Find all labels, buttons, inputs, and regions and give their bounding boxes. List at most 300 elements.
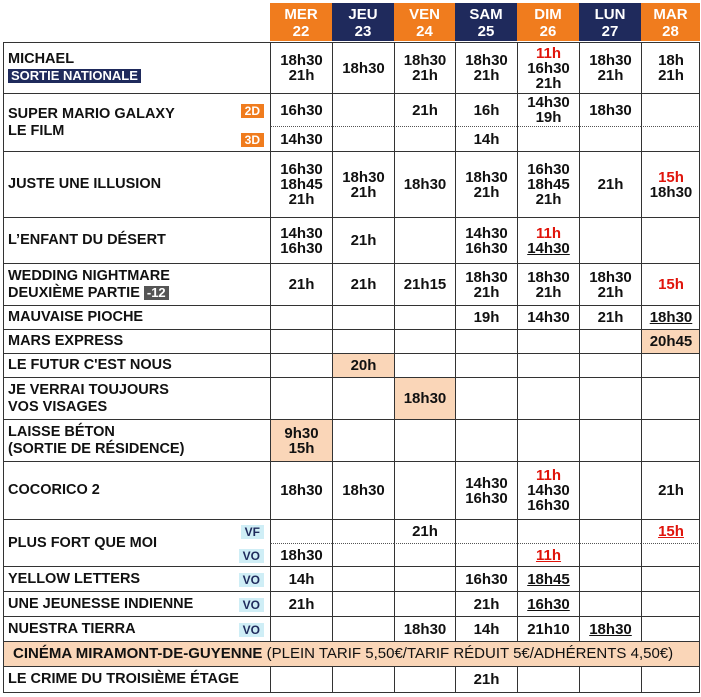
film-title-line: YELLOW LETTERS [8,570,141,587]
showtime-cell [641,306,700,329]
showtime-cell [332,592,394,616]
showtime-cell [517,592,579,616]
film-title [8,420,184,461]
showtime-list [280,103,323,118]
showtime-cell [270,330,332,353]
showtime: 18h30 [465,168,508,186]
showtime-list [280,548,323,563]
showtime-cell [455,306,517,329]
showtime-list [527,95,570,125]
day-number: 23 [354,23,372,40]
showtime-cell [641,667,700,692]
showtime-cell [270,462,332,519]
showtime-cell [641,567,700,591]
showtime: 18h45 [527,570,570,588]
day-number: 26 [539,23,557,40]
showtime: 21h [658,67,684,84]
showtime-cell [641,354,700,377]
showtime-cell [517,617,579,641]
showtime: 21h [412,67,438,84]
showtime: 21h [412,101,438,119]
showtime: 21h [473,67,500,84]
showtime-cell [394,354,455,377]
showtime: 18h30 [403,390,447,407]
showtime-cell [394,152,455,217]
day-number: 24 [416,23,433,40]
showtime-cell [641,264,700,305]
showtime-cell [579,592,641,616]
showtime: 18h30 [403,620,447,638]
showtime-cell [394,544,455,567]
showtime: 18h30 [465,52,508,69]
showtime-list [351,233,377,248]
showtime-cell [641,462,700,519]
showtime-cell [641,420,700,461]
day-name: VEN [409,6,440,23]
showtime-cell [579,127,641,152]
showtime-cell [332,152,394,217]
showtime-cell [517,94,579,127]
showtime: 21h10 [527,620,570,638]
showtime-cell [332,127,394,152]
film-row [3,217,700,263]
showtime-list [465,53,508,83]
showtime-list [527,310,570,325]
showtime: 16h30 [465,239,508,257]
day-name: LUN [594,6,626,23]
showtime-cell [455,152,517,217]
showtime-cell [517,330,579,353]
showtime-list [474,132,500,147]
showtime-cell [270,378,332,419]
showtime-cell [517,127,579,152]
showtime-cell [455,567,517,591]
showtime: 20h45 [649,333,693,350]
showtime-list [465,270,508,300]
showtime: 14h [473,131,500,148]
showtime: 21h [350,276,377,293]
showtime-cell [455,544,517,567]
film-title-line: MICHAEL [8,51,75,67]
showtime-cell [332,520,394,544]
showtime-list [527,46,570,91]
showtime-cell [641,127,700,152]
showtime: 18h30 [280,52,323,69]
showtime-cell [270,592,332,616]
showtime: 18h30 [589,52,632,69]
showtime-list [527,226,570,256]
film-row [3,519,700,566]
showtime: 21h [597,283,624,301]
showtime-cell [394,330,455,353]
showtime-list [598,310,624,325]
showtime-cell [270,306,332,329]
showtime: 18h30 [465,268,508,286]
film-title-line: DEUXIÈME PARTIE -12 [8,285,170,302]
version-tag-vo: VO [239,549,264,563]
day-number: 22 [292,23,310,40]
showtime-cell [332,544,394,567]
film-title [8,592,193,616]
version-tag-vo: VO [239,598,264,612]
showtime-list [474,310,500,325]
version-subrow [3,520,700,544]
cinema-name: CINÉMA MIRAMONT-DE-GUYENNE [13,645,263,662]
showtime-cell [394,43,455,93]
showtime-list [527,572,570,587]
film-title-line: LE CRIME DU TROISIÈME ÉTAGE [8,671,239,687]
showtime-cell [517,218,579,263]
film-row [3,591,700,616]
showtime-cell [394,218,455,263]
showtime-cell [579,544,641,567]
showtime: 18h30 [342,168,385,186]
film-title [8,617,136,641]
showtime-cell [455,667,517,692]
showtime-cell [517,667,579,692]
showtime-list [589,270,632,300]
showtime-cell [270,420,332,461]
showtime-cell [517,264,579,305]
showtime: 21h [473,283,500,301]
day-number: 27 [601,23,619,40]
showtime-cell [332,617,394,641]
film-row [3,353,700,377]
showtime-list [650,170,693,200]
showtime-list [598,177,624,192]
showtime-cell [270,667,332,692]
day-name: SAM [469,6,503,23]
showtime-cell [332,306,394,329]
showtime-list [465,572,508,587]
film-row [3,566,700,591]
film-title-line: NUESTRA TIERRA [8,620,136,637]
showtime-cell [517,544,579,567]
showtime-list [474,103,500,118]
showtime: 9h30 [284,424,319,442]
showtime: 21h [535,74,562,92]
showtime-list [289,572,315,587]
showtime: 21h [288,191,315,208]
showtime-cell [270,43,332,93]
film-title-line: LE FILM [8,122,65,139]
showtime: 18h30 [649,183,693,201]
version-tag-vf: VF [241,525,264,539]
showtime-cell [394,462,455,519]
showtime-cell [517,462,579,519]
showtime-cell [394,306,455,329]
showtime-cell [332,420,394,461]
showtime: 16h30 [527,59,570,77]
version-tag-3d: 3D [241,133,264,147]
showtime-cell [394,420,455,461]
showtime: 16h30 [527,497,570,514]
showtime-cell [579,354,641,377]
film-title [8,354,172,377]
film-row [3,329,700,353]
showtime-cell [579,667,641,692]
showtime-list [589,103,632,118]
showtime-cell [332,218,394,263]
showtime-cell [455,264,517,305]
film-row [3,616,700,641]
showtime-list [342,170,385,200]
showtime: 14h30 [280,131,323,148]
showtime-list [280,483,323,498]
film-row [3,419,700,461]
version-tag-2d: 2D [241,104,264,118]
showtime-cell [455,520,517,544]
showtime-cell [455,378,517,419]
showtime-cell [455,462,517,519]
showtime-cell [517,420,579,461]
showtime-list [474,622,500,637]
film-row [3,666,700,693]
showtime: 14h [288,570,315,588]
showtime-cell [455,43,517,93]
showtime: 21h [535,191,562,208]
sortie-nationale-badge: SORTIE NATIONALE [8,69,141,83]
showtime-list [280,162,323,207]
showtime: 18h [658,52,684,69]
showtime-cell [455,127,517,152]
showtime: 21h [597,176,624,193]
showtime-cell [579,218,641,263]
showtime-cell [517,152,579,217]
showtime-list [527,162,570,207]
showtime: 14h30 [527,94,570,111]
showtime-cell [332,330,394,353]
film-title [8,218,166,263]
film-title [8,667,239,692]
showtime-cell [641,520,700,544]
showtime-cell [517,354,579,377]
showtime-list [289,597,315,612]
showtime-cell [579,617,641,641]
showtime-cell [270,218,332,263]
showtime: 15h [658,523,684,540]
showtime-list [527,270,570,300]
film-title [8,43,141,93]
showtime-list [280,53,323,83]
day-header-sam [455,3,517,41]
showtime: 18h30 [342,482,385,499]
showtime: 18h30 [527,268,570,286]
film-title-line: JUSTE UNE ILLUSION [8,176,162,192]
showtime-cell [579,520,641,544]
showtime: 14h30 [527,239,570,257]
showtime: 21h [597,309,624,326]
showtime: 11h [535,467,561,484]
showtime-list [658,53,684,83]
showtime-list [289,277,315,292]
film-row [3,263,700,305]
version-tag-vo: VO [239,623,264,637]
film-title [8,264,170,305]
film-title-line: UNE JEUNESSE INDIENNE [8,595,194,612]
showtime: 18h45 [280,176,323,193]
showtime-list [465,170,508,200]
day-name: DIM [534,6,562,23]
showtime: 19h [473,309,500,326]
showtime: 11h [535,224,561,242]
showtime-list [351,358,377,373]
showtime: 21h15 [403,276,447,293]
showtime-list [342,483,385,498]
film-title-line: MARS EXPRESS [8,333,124,349]
showtime-cell [332,378,394,419]
showtime-cell [455,420,517,461]
showtime: 18h30 [589,101,632,119]
showtime-cell [517,378,579,419]
showtime-list [412,524,438,539]
showtime-cell [579,94,641,127]
showtime-cell [579,264,641,305]
showtime-cell [641,94,700,127]
showtime-cell [579,462,641,519]
film-title-line: LAISSE BÉTON [8,423,115,440]
showtime-cell [455,330,517,353]
showtime-cell [579,43,641,93]
film-title [8,462,100,519]
showtime-cell [394,264,455,305]
showtime: 14h [473,620,500,638]
showtime-cell [332,43,394,93]
showtime-list [465,476,508,506]
showtime: 15h [658,276,684,293]
showtime-cell [579,330,641,353]
day-header-ven [394,3,455,41]
showtime: 18h30 [649,309,693,326]
film-title-line: WEDDING NIGHTMARE [8,267,170,284]
showtime-cell [641,617,700,641]
film-row [3,377,700,419]
showtime: 14h30 [280,224,323,242]
showtime-cell [394,127,455,152]
showtime-cell [270,544,332,567]
day-number: 25 [477,23,495,40]
showtime-cell [332,567,394,591]
showtime: 21h [350,183,377,201]
showtime-cell [579,378,641,419]
showtime-cell [641,378,700,419]
showtime: 19h [535,109,562,126]
showtime: 11h [535,44,561,62]
version-subrow [3,544,700,567]
showtime: 18h45 [527,176,570,193]
showtime: 21h [473,595,500,613]
showtime-cell [270,520,332,544]
showtime-cell [517,567,579,591]
showtime-cell [579,420,641,461]
showtime: 21h [473,671,500,688]
showtime-cell [394,567,455,591]
showtime-list [650,334,693,349]
showtime-cell [270,354,332,377]
showtime-cell [641,544,700,567]
schedule-grid [3,42,700,693]
showtime-cell [455,94,517,127]
showtime-cell [270,617,332,641]
showtime: 16h30 [527,161,570,178]
showtime-list [589,622,632,637]
showtime-cell [394,520,455,544]
showtime-cell [332,354,394,377]
showtime-cell [579,567,641,591]
film-title-line: COCORICO 2 [8,482,100,498]
showtime-list [404,277,447,292]
showtime: 14h30 [465,474,508,492]
age-rating-badge: -12 [144,286,169,300]
showtime-cell [455,592,517,616]
film-row [3,461,700,519]
showtime-cell [394,617,455,641]
showtime-cell [455,218,517,263]
showtime-cell [270,127,332,152]
badge-line [8,68,141,85]
film-title [8,567,140,591]
showtime: 14h30 [527,309,570,326]
showtime-cell [332,462,394,519]
showtime: 16h [473,101,500,119]
showtime: 16h30 [280,161,323,178]
showtime-cell [641,330,700,353]
showtime: 18h30 [280,482,323,499]
day-number: 28 [662,23,679,40]
film-title-line: L’ENFANT DU DÉSERT [8,232,166,248]
film-row [3,305,700,329]
showtime: 18h30 [342,59,385,77]
showtime-list [650,310,693,325]
showtime-cell [641,218,700,263]
showtime-list [658,524,684,539]
showtime-cell [641,592,700,616]
day-header-mer [270,3,332,41]
showtime-list [465,226,508,256]
showtime: 21h [535,283,562,301]
showtime: 18h30 [403,176,447,193]
day-header-lun [579,3,641,41]
showtime-list [658,277,684,292]
showtime-cell [270,152,332,217]
showtime: 14h30 [527,482,570,499]
showtime: 11h [535,547,562,564]
showtime-cell [455,354,517,377]
version-subrow [3,127,700,152]
version-subrow [3,94,700,127]
showtime-list [280,132,323,147]
showtime-cell [641,43,700,93]
day-name: MAR [653,6,688,23]
showtime: 15h [288,439,315,457]
showtime-list [527,597,570,612]
day-header-mar [641,3,700,41]
film-title-line: MAUVAISE PIOCHE [8,309,144,325]
showtime-list [404,177,447,192]
showtime-list [404,53,447,83]
showtime: 18h30 [403,52,447,69]
showtime-cell [394,378,455,419]
showtime-cell [394,667,455,692]
showtime-list [404,622,447,637]
showtime-cell [270,264,332,305]
film-title-line: LE FUTUR C'EST NOUS [8,357,172,373]
film-title-line: PLUS FORT QUE MOI [8,534,158,551]
showtime-list [412,103,438,118]
showtime: 15h [658,168,684,186]
showtime-cell [332,667,394,692]
film-row [3,151,700,217]
